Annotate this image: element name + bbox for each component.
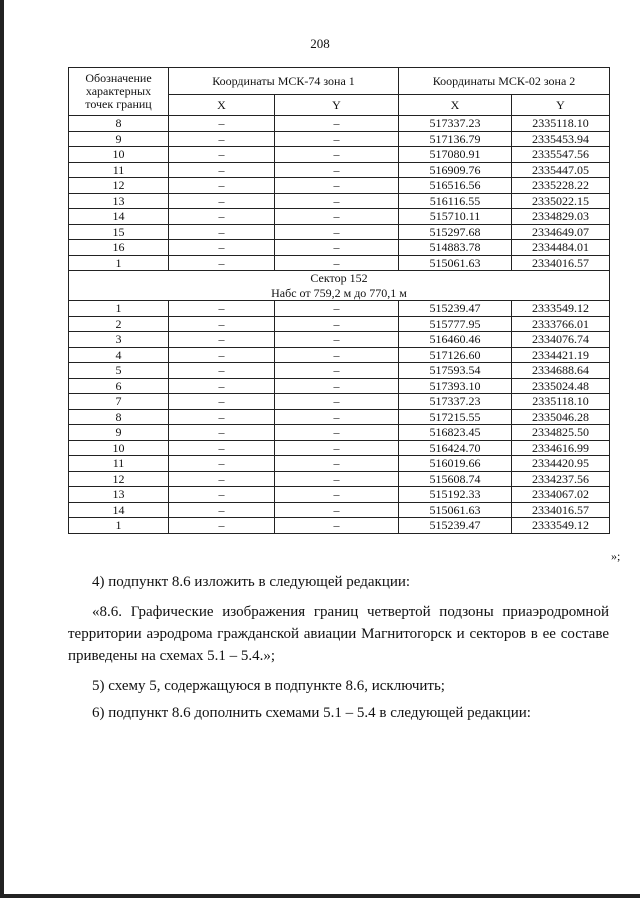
msk74-x-cell: – xyxy=(169,363,275,379)
msk74-y-cell: – xyxy=(275,162,399,178)
msk74-y-cell: – xyxy=(275,456,399,472)
msk74-y-cell: – xyxy=(275,224,399,240)
paragraph-5: 5) схему 5, содержащуюся в подпункте 8.6, исключить; xyxy=(92,678,445,694)
table-row xyxy=(69,178,610,194)
msk02-x-cell: 516424.70 xyxy=(399,440,512,456)
msk74-x-cell: – xyxy=(169,209,275,225)
point-number-cell: 16 xyxy=(69,240,169,256)
msk02-y-cell: 2335024.48 xyxy=(512,378,610,394)
msk02-y-cell: 2334616.99 xyxy=(512,440,610,456)
table-row xyxy=(69,518,610,534)
msk02-y-cell: 2333549.12 xyxy=(512,518,610,534)
table-body-a xyxy=(69,116,610,271)
sector-row xyxy=(69,271,610,301)
msk02-x-cell: 515777.95 xyxy=(399,316,512,332)
point-number-cell: 13 xyxy=(69,487,169,503)
table-row xyxy=(69,394,610,410)
msk74-x-cell: – xyxy=(169,332,275,348)
table-row xyxy=(69,316,610,332)
msk02-y-cell: 2335118.10 xyxy=(512,116,610,132)
table-row xyxy=(69,147,610,163)
msk02-x-cell: 517337.23 xyxy=(399,116,512,132)
msk74-y-cell: – xyxy=(275,363,399,379)
header-msk02-y: Y xyxy=(512,95,610,116)
table-row xyxy=(69,378,610,394)
msk02-y-cell: 2335228.22 xyxy=(512,178,610,194)
msk02-y-cell: 2335447.05 xyxy=(512,162,610,178)
paragraph-8-6: «8.6. Графические изображения границ четвертой подзоны приаэродромной территории аэродрома гражданской авиации Магнитогорск и секторов в ее составе приведены на схемах 5.1 – 5.4.»; xyxy=(68,604,609,664)
table-row xyxy=(69,456,610,472)
coordinates-table xyxy=(68,67,610,534)
point-number-cell: 14 xyxy=(69,502,169,518)
point-number-cell: 14 xyxy=(69,209,169,225)
point-number-cell: 11 xyxy=(69,456,169,472)
sector-height: Набс от 759,2 м до 770,1 м xyxy=(271,285,407,300)
msk02-y-cell: 2334237.56 xyxy=(512,471,610,487)
msk02-x-cell: 517593.54 xyxy=(399,363,512,379)
point-number-cell: 10 xyxy=(69,440,169,456)
point-number-cell: 1 xyxy=(69,255,169,271)
table-row xyxy=(69,332,610,348)
msk74-x-cell: – xyxy=(169,255,275,271)
msk74-y-cell: – xyxy=(275,471,399,487)
msk02-y-cell: 2334016.57 xyxy=(512,502,610,518)
table-row xyxy=(69,224,610,240)
point-number-cell: 1 xyxy=(69,301,169,317)
point-number-cell: 7 xyxy=(69,394,169,410)
msk74-y-cell: – xyxy=(275,301,399,317)
point-number-cell: 1 xyxy=(69,518,169,534)
header-msk74: Координаты МСК-74 зона 1 xyxy=(169,68,399,95)
msk02-x-cell: 516823.45 xyxy=(399,425,512,441)
table-row xyxy=(69,425,610,441)
msk74-x-cell: – xyxy=(169,425,275,441)
msk74-y-cell: – xyxy=(275,394,399,410)
point-number-cell: 6 xyxy=(69,378,169,394)
paragraph-4: 4) подпункт 8.6 изложить в следующей редакции: xyxy=(92,574,411,590)
msk02-y-cell: 2335547.56 xyxy=(512,147,610,163)
header-msk74-y: Y xyxy=(275,95,399,116)
table-row xyxy=(69,347,610,363)
table-row xyxy=(69,209,610,225)
msk02-y-cell: 2335453.94 xyxy=(512,131,610,147)
msk74-y-cell: – xyxy=(275,316,399,332)
msk02-x-cell: 516909.76 xyxy=(399,162,512,178)
msk74-y-cell: – xyxy=(275,209,399,225)
table-row xyxy=(69,255,610,271)
scan-edge-left xyxy=(0,0,4,898)
msk02-x-cell: 517215.55 xyxy=(399,409,512,425)
msk74-x-cell: – xyxy=(169,347,275,363)
msk74-x-cell: – xyxy=(169,131,275,147)
msk02-y-cell: 2334825.50 xyxy=(512,425,610,441)
msk02-x-cell: 516516.56 xyxy=(399,178,512,194)
msk02-y-cell: 2334829.03 xyxy=(512,209,610,225)
msk74-x-cell: – xyxy=(169,409,275,425)
msk74-x-cell: – xyxy=(169,178,275,194)
msk74-y-cell: – xyxy=(275,116,399,132)
point-number-cell: 8 xyxy=(69,116,169,132)
point-number-cell: 12 xyxy=(69,178,169,194)
msk02-x-cell: 515239.47 xyxy=(399,301,512,317)
msk74-y-cell: – xyxy=(275,147,399,163)
table-row xyxy=(69,440,610,456)
header-designation: Обозначение характерных точек границ xyxy=(69,68,169,116)
point-number-cell: 3 xyxy=(69,332,169,348)
msk02-y-cell: 2334688.64 xyxy=(512,363,610,379)
msk02-x-cell: 514883.78 xyxy=(399,240,512,256)
msk74-x-cell: – xyxy=(169,147,275,163)
msk02-y-cell: 2335046.28 xyxy=(512,409,610,425)
msk02-x-cell: 516019.66 xyxy=(399,456,512,472)
table-row xyxy=(69,193,610,209)
msk74-x-cell: – xyxy=(169,502,275,518)
table-row xyxy=(69,116,610,132)
msk02-y-cell: 2334076.74 xyxy=(512,332,610,348)
msk02-x-cell: 515239.47 xyxy=(399,518,512,534)
msk02-y-cell: 2334484.01 xyxy=(512,240,610,256)
msk02-y-cell: 2334067.02 xyxy=(512,487,610,503)
point-number-cell: 13 xyxy=(69,193,169,209)
msk74-y-cell: – xyxy=(275,487,399,503)
msk74-y-cell: – xyxy=(275,178,399,194)
msk02-x-cell: 516460.46 xyxy=(399,332,512,348)
table-body-b xyxy=(69,301,610,534)
page-number: 208 xyxy=(310,36,330,51)
msk74-x-cell: – xyxy=(169,116,275,132)
point-number-cell: 11 xyxy=(69,162,169,178)
msk74-x-cell: – xyxy=(169,394,275,410)
msk02-x-cell: 517126.60 xyxy=(399,347,512,363)
point-number-cell: 8 xyxy=(69,409,169,425)
msk02-x-cell: 515192.33 xyxy=(399,487,512,503)
msk74-y-cell: – xyxy=(275,440,399,456)
msk02-y-cell: 2334420.95 xyxy=(512,456,610,472)
msk02-x-cell: 517393.10 xyxy=(399,378,512,394)
point-number-cell: 5 xyxy=(69,363,169,379)
msk02-x-cell: 515061.63 xyxy=(399,502,512,518)
point-number-cell: 12 xyxy=(69,471,169,487)
msk74-y-cell: – xyxy=(275,409,399,425)
msk02-y-cell: 2335022.15 xyxy=(512,193,610,209)
msk74-x-cell: – xyxy=(169,440,275,456)
paragraph-6: 6) подпункт 8.6 дополнить схемами 5.1 – 5.4 в следующей редакции: xyxy=(92,705,531,721)
msk74-x-cell: – xyxy=(169,456,275,472)
point-number-cell: 9 xyxy=(69,131,169,147)
header-msk74-x: X xyxy=(169,95,275,116)
point-number-cell: 4 xyxy=(69,347,169,363)
msk02-y-cell: 2334649.07 xyxy=(512,224,610,240)
msk74-x-cell: – xyxy=(169,378,275,394)
table-row xyxy=(69,363,610,379)
msk74-y-cell: – xyxy=(275,193,399,209)
msk74-y-cell: – xyxy=(275,131,399,147)
msk74-y-cell: – xyxy=(275,240,399,256)
scan-edge-bottom xyxy=(0,894,640,898)
point-number-cell: 2 xyxy=(69,316,169,332)
table-row xyxy=(69,502,610,518)
msk74-y-cell: – xyxy=(275,502,399,518)
point-number-cell: 9 xyxy=(69,425,169,441)
closing-quote: »; xyxy=(611,549,621,563)
msk02-x-cell: 515710.11 xyxy=(399,209,512,225)
table-row xyxy=(69,162,610,178)
msk02-y-cell: 2333766.01 xyxy=(512,316,610,332)
header-msk02-x: X xyxy=(399,95,512,116)
msk74-x-cell: – xyxy=(169,301,275,317)
msk02-x-cell: 517136.79 xyxy=(399,131,512,147)
msk74-x-cell: – xyxy=(169,162,275,178)
msk02-x-cell: 516116.55 xyxy=(399,193,512,209)
sector-title: Сектор 152 xyxy=(310,271,368,285)
msk02-y-cell: 2334016.57 xyxy=(512,255,610,271)
table-row xyxy=(69,131,610,147)
msk74-x-cell: – xyxy=(169,240,275,256)
table-row xyxy=(69,409,610,425)
table-row xyxy=(69,301,610,317)
msk02-x-cell: 515608.74 xyxy=(399,471,512,487)
msk74-x-cell: – xyxy=(169,193,275,209)
msk02-y-cell: 2333549.12 xyxy=(512,301,610,317)
msk74-y-cell: – xyxy=(275,518,399,534)
point-number-cell: 10 xyxy=(69,147,169,163)
table-row xyxy=(69,487,610,503)
table-row xyxy=(69,471,610,487)
msk02-x-cell: 515297.68 xyxy=(399,224,512,240)
msk74-y-cell: – xyxy=(275,255,399,271)
msk74-x-cell: – xyxy=(169,224,275,240)
msk74-y-cell: – xyxy=(275,347,399,363)
msk74-y-cell: – xyxy=(275,378,399,394)
msk74-x-cell: – xyxy=(169,487,275,503)
point-number-cell: 15 xyxy=(69,224,169,240)
msk02-y-cell: 2334421.19 xyxy=(512,347,610,363)
msk74-x-cell: – xyxy=(169,471,275,487)
msk02-x-cell: 517080.91 xyxy=(399,147,512,163)
msk02-y-cell: 2335118.10 xyxy=(512,394,610,410)
msk74-x-cell: – xyxy=(169,316,275,332)
msk74-x-cell: – xyxy=(169,518,275,534)
msk02-x-cell: 517337.23 xyxy=(399,394,512,410)
msk74-y-cell: – xyxy=(275,425,399,441)
msk74-y-cell: – xyxy=(275,332,399,348)
table-row xyxy=(69,240,610,256)
msk02-x-cell: 515061.63 xyxy=(399,255,512,271)
sector-block xyxy=(69,271,610,301)
header-msk02: Координаты МСК-02 зона 2 xyxy=(399,68,610,95)
sector-cell xyxy=(69,271,610,301)
